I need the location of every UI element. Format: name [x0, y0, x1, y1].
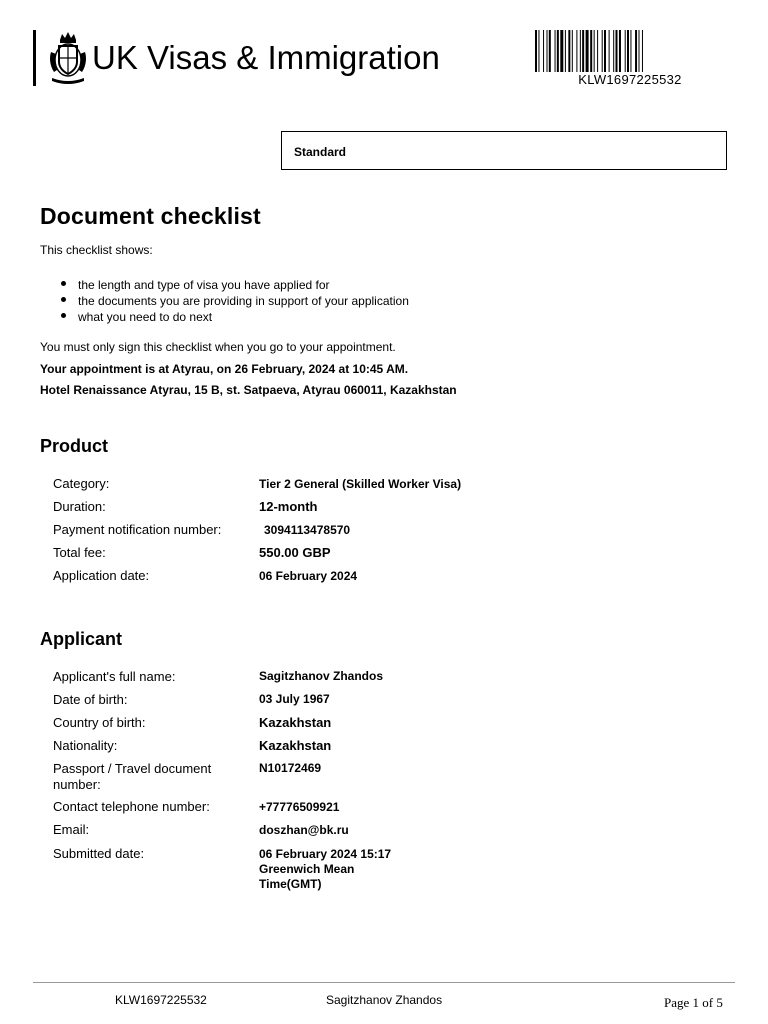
- document-title: Document checklist: [40, 203, 261, 229]
- product-value: 550.00 GBP: [259, 545, 331, 560]
- checklist-bullet: the length and type of visa you have applied for: [78, 278, 330, 292]
- footer-divider: [33, 982, 735, 983]
- checklist-bullet: the documents you are providing in support of your application: [78, 294, 409, 308]
- product-value: 06 February 2024: [259, 569, 358, 583]
- brand-divider: [33, 30, 36, 86]
- applicant-label: Date of birth:: [53, 692, 128, 707]
- applicant-value: Sagitzhanov Zhandos: [259, 669, 384, 683]
- barcode-icon: [535, 30, 725, 72]
- applicant-value: Kazakhstan: [259, 738, 332, 753]
- sign-note: You must only sign this checklist when you go to your appointment.: [40, 340, 396, 354]
- applicant-value: 03 July 1967: [259, 692, 330, 706]
- standard-box: [281, 131, 727, 170]
- applicant-section-title: Applicant: [40, 629, 123, 649]
- product-value: Tier 2 General (Skilled Worker Visa): [259, 477, 462, 491]
- bullet-dot-icon: [61, 281, 66, 286]
- brand-name: UK Visas & Immigration: [92, 39, 440, 76]
- product-label: Application date:: [53, 568, 150, 583]
- applicant-value: Greenwich Mean: [259, 862, 355, 876]
- barcode-number: KLW1697225532: [578, 72, 682, 87]
- footer-applicant-name: Sagitzhanov Zhandos: [326, 993, 443, 1007]
- applicant-label: Passport / Travel document: [53, 761, 212, 776]
- applicant-value: Time(GMT): [259, 877, 322, 891]
- applicant-label: Nationality:: [53, 738, 118, 753]
- product-label: Total fee:: [53, 545, 106, 560]
- bullet-dot-icon: [61, 297, 66, 302]
- page-number: Page 1 of 5: [664, 995, 723, 1010]
- applicant-value: N10172469: [259, 761, 322, 775]
- footer-reference: KLW1697225532: [115, 993, 207, 1007]
- product-label: Duration:: [53, 499, 106, 514]
- bullet-dot-icon: [61, 313, 66, 318]
- applicant-label: Applicant's full name:: [53, 669, 176, 684]
- applicant-value: 06 February 2024 15:17: [259, 847, 392, 861]
- product-value: 3094113478570: [264, 523, 351, 537]
- standard-label: Standard: [294, 145, 347, 159]
- applicant-label: Country of birth:: [53, 715, 146, 730]
- applicant-value: doszhan@bk.ru: [259, 823, 349, 837]
- product-value: 12-month: [259, 499, 318, 514]
- checklist-bullet: what you need to do next: [78, 310, 213, 324]
- product-label: Category:: [53, 476, 110, 491]
- appointment-details: Your appointment is at Atyrau, on 26 February, 2024 at 10:45 AM.: [40, 362, 409, 376]
- product-label: Payment notification number:: [53, 522, 222, 537]
- product-section-title: Product: [40, 436, 109, 456]
- appointment-address: Hotel Renaissance Atyrau, 15 B, st. Satpaeva, Atyrau 060011, Kazakhstan: [40, 383, 457, 397]
- applicant-value: +77776509921: [259, 800, 340, 814]
- applicant-label: Contact telephone number:: [53, 799, 210, 814]
- checklist-lead: This checklist shows:: [40, 243, 153, 257]
- applicant-label: Submitted date:: [53, 846, 145, 861]
- applicant-value: Kazakhstan: [259, 715, 332, 730]
- applicant-label: Email:: [53, 822, 90, 837]
- royal-coat-of-arms-icon: [48, 30, 88, 86]
- applicant-label: number:: [53, 777, 101, 792]
